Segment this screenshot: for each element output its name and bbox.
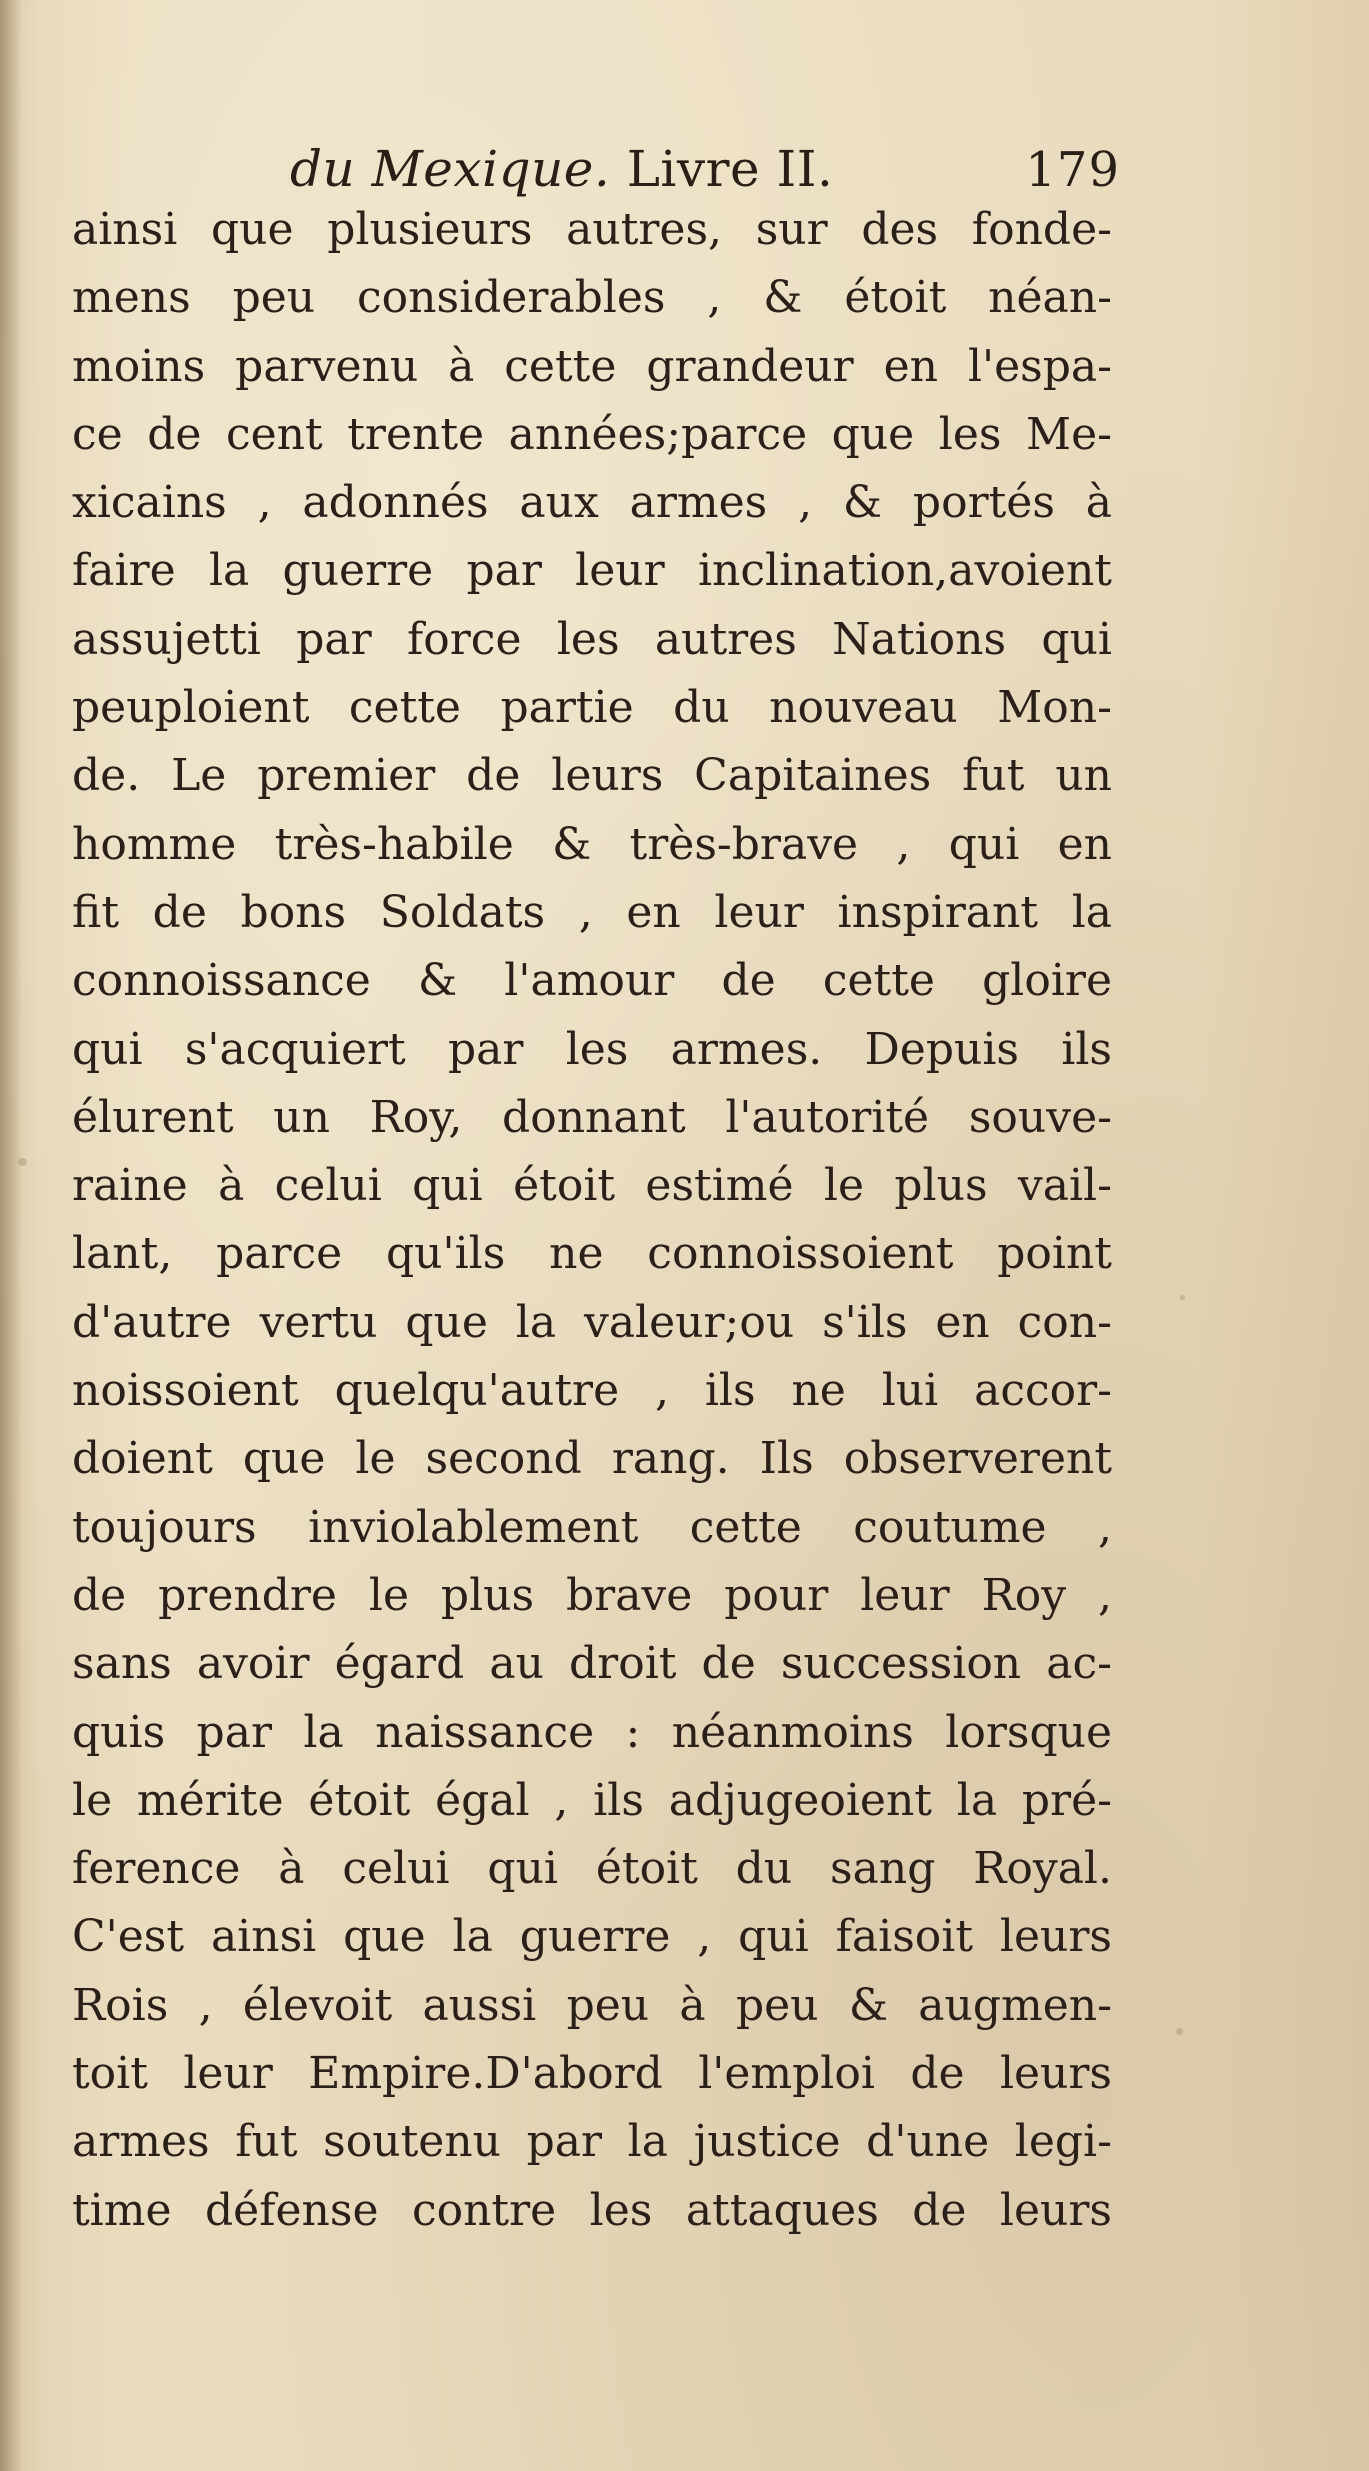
text-line: de prendre le plus brave pour leur Roy , [72, 1569, 1112, 1621]
text-line: de. Le premier de leurs Capitaines fut un [72, 750, 1112, 802]
running-head [290, 132, 1120, 202]
running-head-book: Livre II. [626, 140, 834, 198]
text-line: moins parvenu à cette grandeur en l'espa- [72, 340, 1112, 392]
text-line: toit leur Empire.D'abord l'emploi de leurs [72, 2048, 1112, 2100]
text-line: Rois , élevoit aussi peu à peu & augmen- [72, 1979, 1112, 2031]
text-line: ainsi que plusieurs autres, sur des fonde- [72, 204, 1112, 255]
text-line: mens peu considerables , & étoit néan- [72, 272, 1112, 324]
text-line: le mérite étoit égal , ils adjugeoient la pré- [72, 1774, 1112, 1826]
gutter-shadow [0, 0, 22, 2471]
paper-spot [1180, 1295, 1185, 1300]
text-line: noissoient quelqu'autre , ils ne lui accor- [72, 1365, 1112, 1417]
text-line: C'est ainsi que la guerre , qui faisoit leurs [72, 1911, 1112, 1963]
text-line: time défense contre les attaques de leurs [72, 2184, 1112, 2236]
paper-spot [1176, 2028, 1183, 2035]
text-line: ference à celui qui étoit du sang Royal. [72, 1843, 1112, 1895]
text-line: homme très-habile & très-brave , qui en [72, 818, 1112, 870]
running-head-italic: du Mexique. [290, 140, 611, 198]
running-head-title [290, 140, 833, 198]
paper-spot [18, 1158, 27, 1166]
body-text [72, 196, 1112, 2245]
text-line: ce de cent trente années;parce que les Me- [72, 408, 1112, 460]
text-line: xicains , adonnés aux armes , & portés à [72, 477, 1112, 529]
text-line: quis par la naissance : néanmoins lorsque [72, 1706, 1112, 1758]
text-line: fit de bons Soldats , en leur inspirant la [72, 886, 1112, 938]
text-line: armes fut soutenu par la justice d'une legi- [72, 2116, 1112, 2168]
text-line: faire la guerre par leur inclination,avoient [72, 545, 1112, 597]
text-line: lant, parce qu'ils ne connoissoient point [72, 1228, 1112, 1280]
text-line: d'autre vertu que la valeur;ou s'ils en con- [72, 1296, 1112, 1348]
text-line: assujetti par force les autres Nations qui [72, 613, 1112, 665]
text-line: connoissance & l'amour de cette gloire [72, 955, 1112, 1007]
text-line: sans avoir égard au droit de succession ac- [72, 1638, 1112, 1690]
text-line: doient que le second rang. Ils observerent [72, 1433, 1112, 1485]
text-line: qui s'acquiert par les armes. Depuis ils [72, 1023, 1112, 1075]
text-line: raine à celui qui étoit estimé le plus vail- [72, 1160, 1112, 1212]
text-line: toujours inviolablement cette coutume , [72, 1501, 1112, 1553]
page-number: 179 [1025, 142, 1120, 198]
text-line: peuploient cette partie du nouveau Mon- [72, 682, 1112, 734]
text-line: élurent un Roy, donnant l'autorité souve- [72, 1091, 1112, 1143]
